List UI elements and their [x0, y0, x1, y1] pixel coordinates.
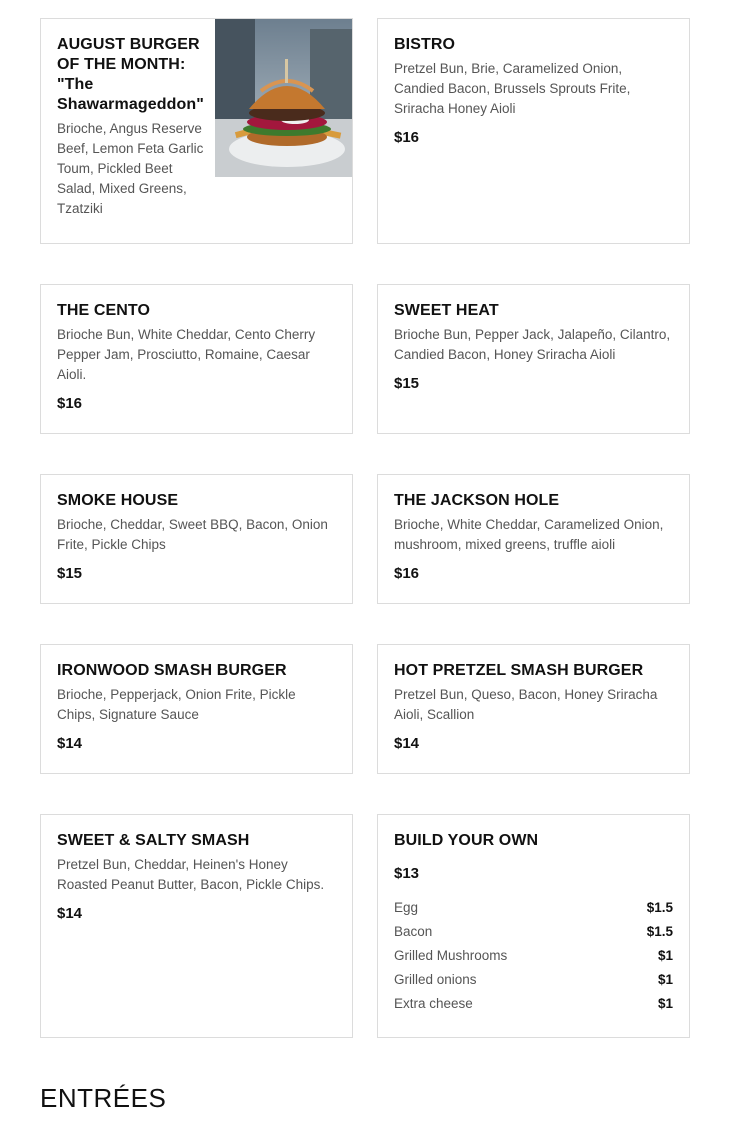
addon-row[interactable]	[394, 992, 673, 1016]
menu-item-description: Pretzel Bun, Cheddar, Heinen's Honey Roasted Peanut Butter, Bacon, Pickle Chips.	[57, 857, 325, 892]
menu-item-title: BUILD YOUR OWN	[394, 832, 539, 849]
menu-item-price: $16	[394, 129, 420, 146]
menu-card-smoke-house[interactable]	[40, 474, 353, 604]
addon-price: $1	[657, 972, 673, 987]
menu-card-hot-pretzel-smash-burger[interactable]	[377, 644, 690, 774]
menu-item-description: Brioche, Cheddar, Sweet BBQ, Bacon, Onion Frite, Pickle Chips	[57, 517, 328, 552]
menu-item-title: SMOKE HOUSE	[57, 492, 179, 509]
menu-card-ironwood-smash-burger[interactable]	[40, 644, 353, 774]
addon-name: Grilled onions	[394, 972, 477, 987]
menu-card-the-cento[interactable]	[40, 284, 353, 434]
menu-item-title: SWEET & SALTY SMASH	[57, 832, 250, 849]
addon-row[interactable]	[394, 944, 673, 968]
addon-price: $1.5	[646, 900, 673, 915]
menu-item-title: IRONWOOD SMASH BURGER	[57, 662, 287, 679]
menu-item-price: $13	[394, 865, 420, 882]
menu-card-sweet-and-salty-smash[interactable]	[40, 814, 353, 1038]
section-heading-entrees: ENTRÉES	[40, 1083, 167, 1113]
menu-item-price: $16	[57, 395, 83, 412]
addon-name: Grilled Mushrooms	[394, 948, 508, 963]
menu-card-build-your-own[interactable]	[377, 814, 690, 1038]
addon-name: Egg	[394, 900, 419, 915]
menu-item-title: HOT PRETZEL SMASH BURGER	[394, 662, 644, 679]
addon-price: $1	[657, 948, 673, 963]
addon-row[interactable]	[394, 896, 673, 920]
menu-item-description: Brioche Bun, White Cheddar, Cento Cherry Pepper Jam, Prosciutto, Romaine, Caesar Aioli.	[57, 327, 316, 382]
menu-item-price: $15	[394, 375, 420, 392]
menu-item-price: $16	[394, 565, 420, 582]
burger-photo	[215, 19, 352, 177]
addon-list	[394, 896, 673, 1016]
addon-name: Extra cheese	[394, 996, 473, 1011]
menu-item-title: THE JACKSON HOLE	[394, 492, 560, 509]
menu-item-description: Brioche, Angus Reserve Beef, Lemon Feta Garlic Toum, Pickled Beet Salad, Mixed Greens, Tzatziki	[57, 121, 204, 216]
menu-item-description: Brioche, Pepperjack, Onion Frite, Pickle Chips, Signature Sauce	[57, 687, 296, 722]
menu-item-description: Brioche Bun, Pepper Jack, Jalapeño, Cilantro, Candied Bacon, Honey Sriracha Aioli	[394, 327, 671, 362]
menu-card-the-jackson-hole[interactable]	[377, 474, 690, 604]
menu-item-description: Pretzel Bun, Queso, Bacon, Honey Sriracha Aioli, Scallion	[394, 687, 658, 722]
menu-item-title: THE CENTO	[57, 302, 151, 319]
menu-item-title: BISTRO	[394, 36, 456, 53]
menu-item-price: $14	[57, 905, 83, 922]
menu-item-title: AUGUST BURGER OF THE MONTH: "The Shawarmageddon"	[57, 36, 204, 113]
menu-item-price: $14	[394, 735, 420, 752]
menu-item-title: SWEET HEAT	[394, 302, 499, 319]
addon-price: $1	[657, 996, 673, 1011]
addon-row[interactable]	[394, 968, 673, 992]
menu-item-price: $15	[57, 565, 83, 582]
menu-card-bistro[interactable]	[377, 18, 690, 244]
menu-card-sweet-heat[interactable]	[377, 284, 690, 434]
menu-item-description: Brioche, White Cheddar, Caramelized Onion, mushroom, mixed greens, truffle aioli	[394, 517, 664, 552]
addon-name: Bacon	[394, 924, 433, 939]
menu-card-august-burger[interactable]	[40, 18, 353, 244]
addon-row[interactable]	[394, 920, 673, 944]
addon-price: $1.5	[646, 924, 673, 939]
menu-item-price: $14	[57, 735, 83, 752]
menu-item-description: Pretzel Bun, Brie, Caramelized Onion, Candied Bacon, Brussels Sprouts Frite, Sriracha Honey Aioli	[394, 61, 631, 116]
